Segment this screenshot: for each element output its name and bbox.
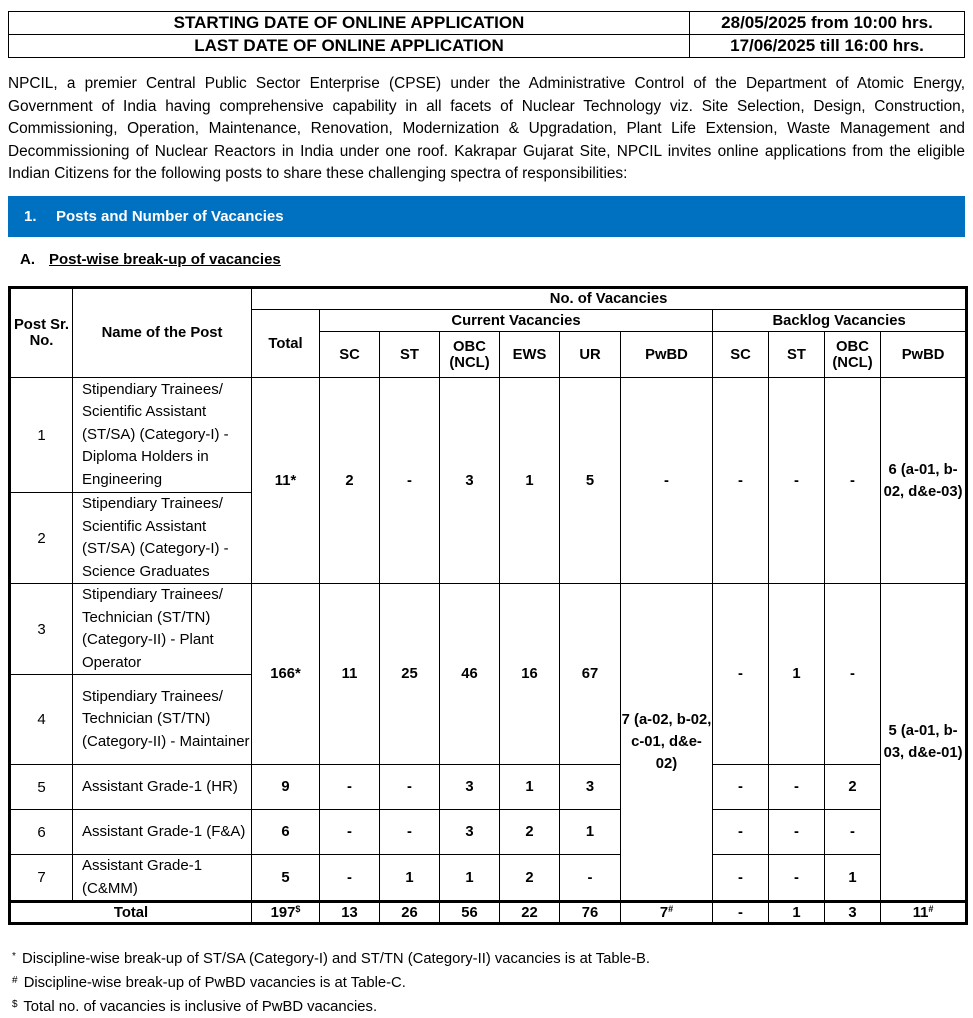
footnote-mark: $ — [12, 999, 18, 1010]
totals-label: Total — [10, 902, 252, 924]
row7-obc: 1 — [440, 855, 500, 902]
post-name: Stipendiary Trainees/ Technician (ST/TN) (Category-II) - Plant Operator — [73, 584, 252, 675]
group1-sc: 2 — [320, 378, 380, 584]
header-current-sc: SC — [320, 332, 380, 378]
group1-backlog-obc: - — [825, 378, 881, 584]
row6-sc: - — [320, 810, 380, 855]
post-sr: 2 — [10, 493, 73, 584]
header-current-st: ST — [380, 332, 440, 378]
post-name: Stipendiary Trainees/ Scientific Assistant (ST/SA) (Category-I) - Science Graduates — [73, 493, 252, 584]
group2-backlog-st: 1 — [769, 584, 825, 765]
group1-ews: 1 — [500, 378, 560, 584]
table-row — [10, 855, 967, 902]
footnote — [12, 946, 650, 970]
group1-backlog-st: - — [769, 378, 825, 584]
row7-ews: 2 — [500, 855, 560, 902]
group2-ews: 16 — [500, 584, 560, 765]
row6-ews: 2 — [500, 810, 560, 855]
post-name: Stipendiary Trainees/ Technician (ST/TN) (Category-II) - Maintainer — [73, 675, 252, 765]
post-sr: 7 — [10, 855, 73, 902]
group1-obc: 3 — [440, 378, 500, 584]
group2-ur: 67 — [560, 584, 621, 765]
row6-backlog-st: - — [769, 810, 825, 855]
header-backlog-obc: OBC (NCL) — [825, 332, 881, 378]
row6-st: - — [380, 810, 440, 855]
group2-total: 166* — [252, 584, 320, 765]
header-backlog-st: ST — [769, 332, 825, 378]
totals-backlog-st: 1 — [769, 902, 825, 924]
row5-st: - — [380, 765, 440, 810]
row7-st: 1 — [380, 855, 440, 902]
group1-total: 11* — [252, 378, 320, 584]
vacancy-table — [8, 286, 968, 925]
last-date-value: 17/06/2025 till 16:00 hrs. — [690, 35, 965, 58]
totals-ews: 22 — [500, 902, 560, 924]
backlog-pwbd-posts-3-7: 5 (a-01, b-03, d&e-01) — [881, 584, 967, 902]
header-current-obc: OBC (NCL) — [440, 332, 500, 378]
start-date-value: 28/05/2025 from 10:00 hrs. — [690, 12, 965, 35]
post-sr: 6 — [10, 810, 73, 855]
group2-obc: 46 — [440, 584, 500, 765]
group2-sc: 11 — [320, 584, 380, 765]
totals-total: 197$ — [252, 902, 320, 924]
subsection-heading — [20, 251, 281, 268]
totals-backlog-obc: 3 — [825, 902, 881, 924]
subsection-letter: A. — [20, 251, 35, 268]
row5-ews: 1 — [500, 765, 560, 810]
section-title: Posts and Number of Vacancies — [56, 208, 284, 225]
row6-backlog-obc: - — [825, 810, 881, 855]
section-number: 1. — [24, 208, 37, 225]
totals-pwbd: 7# — [621, 902, 713, 924]
row7-backlog-st: - — [769, 855, 825, 902]
footnote-text: Discipline-wise break-up of ST/SA (Category-I) and ST/TN (Category-II) vacancies is at Table-B. — [22, 951, 651, 967]
group2-backlog-sc: - — [713, 584, 769, 765]
group2-backlog-obc: - — [825, 584, 881, 765]
post-sr: 1 — [10, 378, 73, 493]
row7-backlog-sc: - — [713, 855, 769, 902]
totals-sc: 13 — [320, 902, 380, 924]
row7-sc: - — [320, 855, 380, 902]
group1-ur: 5 — [560, 378, 621, 584]
dollar-mark: $ — [295, 904, 301, 914]
totals-obc: 56 — [440, 902, 500, 924]
totals-ur: 76 — [560, 902, 621, 924]
header-backlog-vacancies: Backlog Vacancies — [713, 310, 967, 332]
footnote-text: Discipline-wise break-up of PwBD vacancies is at Table-C. — [23, 975, 406, 991]
footnote-mark: # — [12, 975, 18, 986]
footnote — [12, 994, 650, 1018]
post-sr: 3 — [10, 584, 73, 675]
post-sr: 5 — [10, 765, 73, 810]
totals-backlog-sc: - — [713, 902, 769, 924]
hash-mark: # — [668, 904, 674, 914]
header-backlog-sc: SC — [713, 332, 769, 378]
footnote — [12, 970, 650, 994]
header-current-pwbd: PwBD — [621, 332, 713, 378]
group1-st: - — [380, 378, 440, 584]
header-no-of-vacancies: No. of Vacancies — [252, 288, 967, 310]
row5-total: 9 — [252, 765, 320, 810]
post-name: Assistant Grade-1 (C&MM) — [73, 855, 252, 902]
group1-backlog-sc: - — [713, 378, 769, 584]
group2-st: 25 — [380, 584, 440, 765]
header-backlog-pwbd: PwBD — [881, 332, 967, 378]
row7-total: 5 — [252, 855, 320, 902]
start-date-label: STARTING DATE OF ONLINE APPLICATION — [9, 12, 690, 35]
post-name: Assistant Grade-1 (F&A) — [73, 810, 252, 855]
row5-obc: 3 — [440, 765, 500, 810]
footnotes — [12, 946, 650, 1018]
footnote-mark: * — [12, 951, 16, 962]
header-total: Total — [252, 310, 320, 378]
row5-backlog-st: - — [769, 765, 825, 810]
last-date-label: LAST DATE OF ONLINE APPLICATION — [9, 35, 690, 58]
header-current-ews: EWS — [500, 332, 560, 378]
row6-obc: 3 — [440, 810, 500, 855]
table-row — [10, 810, 967, 855]
header-post-sr: Post Sr. No. — [10, 288, 73, 378]
subsection-title: Post-wise break-up of vacancies — [49, 251, 281, 268]
row5-backlog-sc: - — [713, 765, 769, 810]
row6-ur: 1 — [560, 810, 621, 855]
post-name: Assistant Grade-1 (HR) — [73, 765, 252, 810]
application-dates-table — [8, 11, 965, 58]
section-banner — [8, 196, 965, 237]
row6-backlog-sc: - — [713, 810, 769, 855]
totals-row — [10, 902, 967, 924]
table-row — [10, 378, 967, 493]
row5-sc: - — [320, 765, 380, 810]
table-row — [10, 584, 967, 675]
hash-mark: # — [928, 904, 934, 914]
totals-st: 26 — [380, 902, 440, 924]
table-row — [10, 765, 967, 810]
current-pwbd-posts-3-7: 7 (a-02, b-02, c-01, d&e-02) — [621, 584, 713, 902]
intro-paragraph: NPCIL, a premier Central Public Sector Enterprise (CPSE) under the Administrative Control of the Department of Atomic Energy, Government of India having comprehensive capability in all facets of Nuclear Technology viz. Site Selection, Design, Construction, Commissioning, Operation, Maintenance, Renovation, Modernization & Upgradation, Plant Life Extension, Waste Management and Decommissioning of Nuclear Reactors in India under one roof. Kakrapar Gujarat Site, NPCIL invites online applications from the eligible Indian Citizens for the following posts to share these challenging spectra of responsibilities: — [8, 75, 965, 182]
header-post-name: Name of the Post — [73, 288, 252, 378]
totals-backlog-pwbd: 11# — [881, 902, 967, 924]
row6-total: 6 — [252, 810, 320, 855]
footnote-text: Total no. of vacancies is inclusive of PwBD vacancies. — [23, 999, 378, 1015]
group1-pwbd: - — [621, 378, 713, 584]
post-name: Stipendiary Trainees/ Scientific Assistant (ST/SA) (Category-I) - Diploma Holders in Engineering — [73, 378, 252, 493]
row7-backlog-obc: 1 — [825, 855, 881, 902]
row7-ur: - — [560, 855, 621, 902]
backlog-pwbd-posts-1-2: 6 (a-01, b-02, d&e-03) — [881, 378, 967, 584]
header-current-ur: UR — [560, 332, 621, 378]
row5-backlog-obc: 2 — [825, 765, 881, 810]
row5-ur: 3 — [560, 765, 621, 810]
post-sr: 4 — [10, 675, 73, 765]
header-current-vacancies: Current Vacancies — [320, 310, 713, 332]
